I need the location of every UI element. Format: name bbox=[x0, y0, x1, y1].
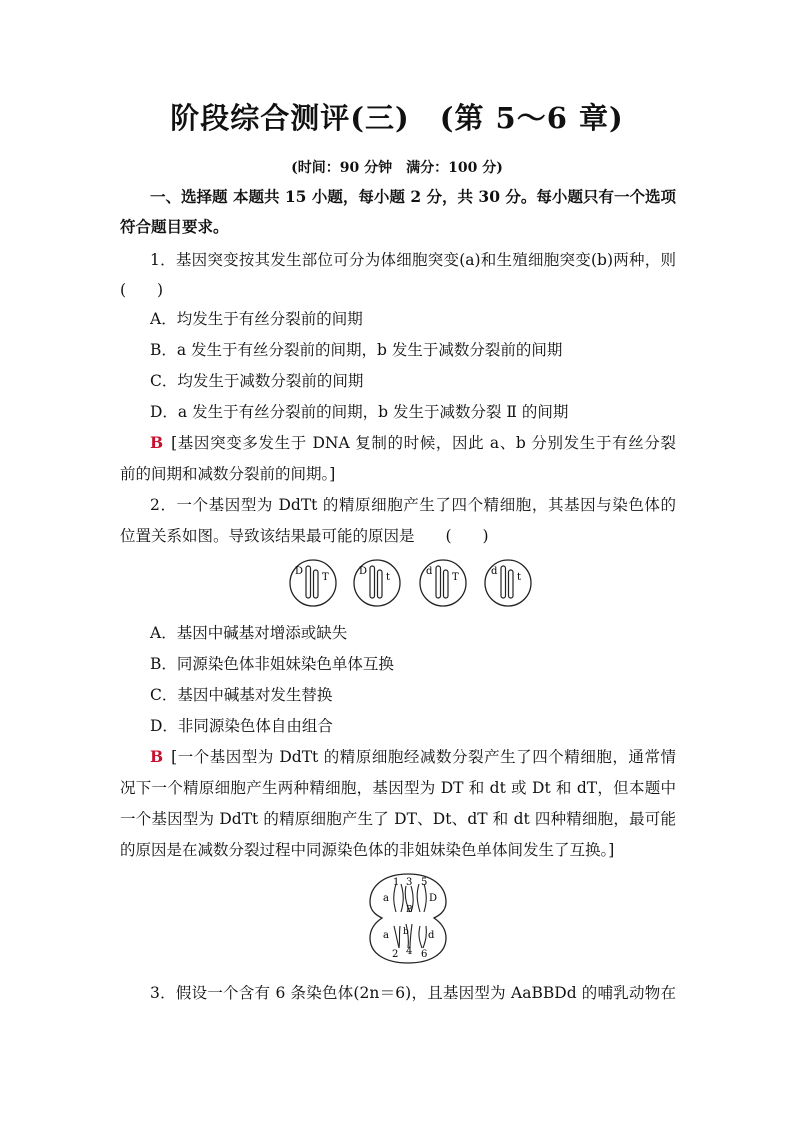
q2-stem-line-2: 位置关系如图。导致该结果最可能的原因是 ( ) bbox=[120, 527, 489, 545]
q2-explanation-text: [一个基因型为 DdTt 的精原细胞经减数分裂产生了四个精细胞，通常情 bbox=[171, 748, 676, 766]
q2-explanation-line-3: 一个基因型为 DdTt 的精原细胞产生了 DT、Dt、dT 和 dt 四种精细胞，最可能 bbox=[120, 810, 676, 828]
fig-label-2: 2 bbox=[392, 949, 399, 960]
q1-option-c: C．均发生于减数分裂前的间期 bbox=[150, 372, 364, 390]
fig-label-b: b bbox=[403, 927, 409, 937]
q1-stem-line-1: 1．基因突变按其发生部位可分为体细胞突变(a)和生殖细胞突变(b)两种，则 bbox=[150, 251, 676, 269]
page-title: 阶段综合测评(三) (第 5～6 章) bbox=[170, 101, 624, 135]
sperm-cell-2 bbox=[354, 560, 400, 606]
q2-answer: B bbox=[150, 747, 164, 766]
q1-option-b: B．a 发生于有丝分裂前的间期，b 发生于减数分裂前的间期 bbox=[150, 341, 563, 359]
q2-option-a: A．基因中碱基对增添或缺失 bbox=[150, 624, 348, 642]
q1-explanation-line-2: 前的间期和减数分裂前的间期。] bbox=[120, 465, 336, 483]
fig-label-a-lower: a bbox=[383, 930, 389, 941]
q1-option-d: D．a 发生于有丝分裂前的间期，b 发生于减数分裂 Ⅱ 的间期 bbox=[150, 403, 569, 421]
fig-label-4: 4 bbox=[406, 946, 413, 957]
cell-4-gene-1: d bbox=[491, 566, 498, 577]
fig-label-D: D bbox=[429, 893, 438, 904]
q2-option-b: B．同源染色体非姐妹染色单体互换 bbox=[150, 655, 394, 673]
sperm-cell-1 bbox=[290, 560, 336, 606]
q2-explanation-line-2: 况下一个精原细胞产生两种精细胞，基因型为 DT 和 dt 或 Dt 和 dT，但本题中 bbox=[120, 779, 676, 797]
sperm-cell-4 bbox=[485, 560, 531, 606]
sperm-cells-figure bbox=[286, 558, 538, 608]
q1-stem-line-2: ( ) bbox=[120, 281, 164, 299]
q1-explanation-text: [基因突变多发生于 DNA 复制的时候，因此 a、b 分别发生于有丝分裂 bbox=[171, 434, 676, 452]
cell-2-gene-1: D bbox=[359, 566, 368, 577]
dividing-cell-figure bbox=[366, 868, 450, 966]
cell-3-gene-2: T bbox=[452, 572, 459, 583]
q2-option-c: C．基因中碱基对发生替换 bbox=[150, 686, 333, 704]
section-heading-line-1: 一、选择题 本题共 15 小题，每小题 2 分，共 30 分。每小题只有一个选项 bbox=[150, 187, 676, 206]
cell-1-gene-2: T bbox=[322, 572, 329, 583]
fig-label-3: 3 bbox=[406, 877, 413, 888]
cell-2-gene-2: t bbox=[386, 572, 391, 583]
cell-3-gene-1: d bbox=[426, 566, 433, 577]
q2-stem-line-1: 2．一个基因型为 DdTt 的精原细胞产生了四个精细胞，其基因与染色体的 bbox=[150, 496, 676, 514]
section-heading-line-2: 符合题目要求。 bbox=[120, 217, 229, 236]
q1-explanation-line-1 bbox=[150, 431, 676, 453]
cell-4-gene-2: t bbox=[517, 572, 522, 583]
fig-label-d: d bbox=[428, 930, 435, 941]
fig-label-6: 6 bbox=[421, 949, 428, 960]
q2-explanation-line-1 bbox=[150, 745, 676, 767]
sperm-cell-3 bbox=[420, 560, 466, 606]
q1-option-a: A．均发生于有丝分裂前的间期 bbox=[150, 310, 363, 328]
fig-label-1: 1 bbox=[393, 877, 400, 888]
fig-label-B: B bbox=[406, 905, 413, 915]
q3-stem-line-1: 3．假设一个含有 6 条染色体(2n＝6)，且基因型为 AaBBDd 的哺乳动物在 bbox=[150, 984, 676, 1002]
page-subtitle: (时间：90 分钟 满分：100 分) bbox=[291, 160, 503, 176]
fig-label-a-upper: a bbox=[383, 893, 389, 904]
q2-explanation-line-4: 的原因是在减数分裂过程中同源染色体的非姐妹染色单体间发生了互换。] bbox=[120, 841, 615, 859]
fig-label-5: 5 bbox=[421, 877, 428, 888]
q2-option-d: D．非同源染色体自由组合 bbox=[150, 717, 333, 735]
cell-1-gene-1: D bbox=[295, 566, 304, 577]
q1-answer: B bbox=[150, 433, 164, 452]
